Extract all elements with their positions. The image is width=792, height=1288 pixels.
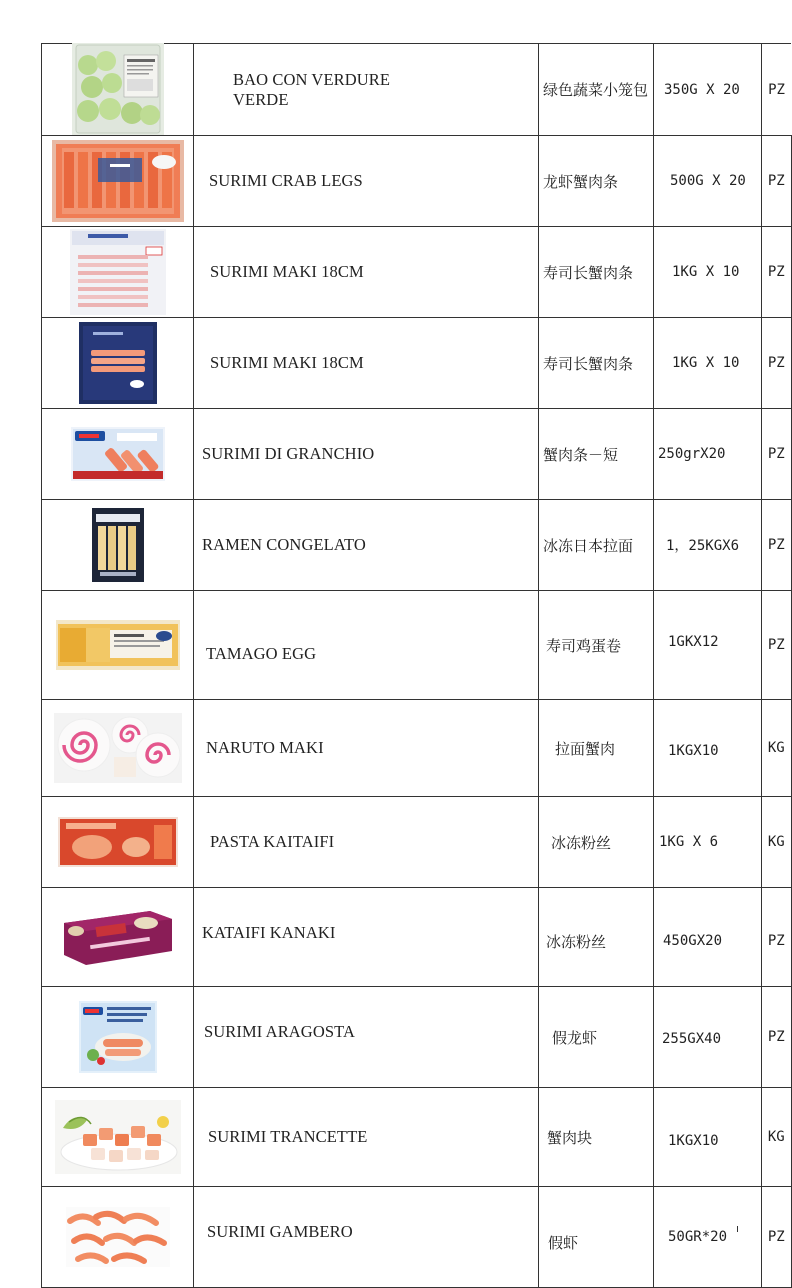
surimi-trancette-plate-photo [55,1100,181,1174]
table-row [42,409,792,500]
product-name: SURIMI MAKI 18CM [194,227,539,318]
surimi-sticks-box-photo [70,229,166,315]
product-image-cell [42,987,194,1088]
product-pack: 500G X 20 [654,136,762,227]
product-name-cn: 寿司鸡蛋卷 [539,591,654,700]
table-row [42,700,792,797]
surimi-maki-blue-pack-photo [79,322,157,404]
product-name: SURIMI GAMBERO [194,1187,539,1288]
product-unit: PZ [762,409,792,500]
table-border-tail [737,1226,738,1232]
product-unit: KG [762,797,792,888]
product-pack: 450GX20 [654,888,762,987]
product-unit: PZ [762,987,792,1088]
product-image-cell [42,44,194,136]
table-row [42,44,792,136]
table-row [42,888,792,987]
product-pack: 1KGX10 [654,1088,762,1187]
vici-aragosta-bag-photo [79,1001,157,1073]
table-row [42,797,792,888]
bao-bag-photo [72,43,164,135]
vici-surimi-pack-photo [71,427,165,481]
product-name: KATAIFI KANAKI [194,888,539,987]
product-image-cell [42,888,194,987]
surimi-shrimp-photo [66,1207,170,1267]
product-pack: 1KG X 10 [654,318,762,409]
product-name-cn: 假虾 [539,1187,654,1288]
product-unit: PZ [762,318,792,409]
product-unit: PZ [762,888,792,987]
product-name: BAO CON VERDURE VERDE [194,44,539,136]
pasta-kaitaifi-pack-photo [58,817,178,867]
product-pack: 1KGX10 [654,700,762,797]
product-name-cn: 冰冻日本拉面 [539,500,654,591]
product-image-cell [42,227,194,318]
product-name: NARUTO MAKI [194,700,539,797]
product-image-cell [42,1088,194,1187]
product-name: SURIMI ARAGOSTA [194,987,539,1088]
product-name-cn: 拉面蟹肉 [539,700,654,797]
product-image-cell [42,700,194,797]
product-name-cn: 寿司长蟹肉条 [539,318,654,409]
product-image-cell [42,797,194,888]
product-image-cell [42,318,194,409]
naruto-maki-slices-photo [54,713,182,783]
product-image-cell [42,591,194,700]
product-name: SURIMI CRAB LEGS [194,136,539,227]
product-name: SURIMI MAKI 18CM [194,318,539,409]
table-row [42,987,792,1088]
product-unit: PZ [762,591,792,700]
table-row [42,318,792,409]
product-name: RAMEN CONGELATO [194,500,539,591]
product-pack: 350G X 20 [654,44,762,136]
product-image-cell [42,500,194,591]
product-name: TAMAGO EGG [194,591,539,700]
table-row [42,1187,792,1288]
product-pack: 1KG X 10 [654,227,762,318]
table-row [42,1088,792,1187]
table-row [42,227,792,318]
table-row [42,591,792,700]
kanaki-kataifi-box-photo [62,905,174,969]
product-name-cn: 蟹肉条－短 [539,409,654,500]
product-image-cell [42,1187,194,1288]
product-pack: 50GR*20 [654,1187,762,1288]
product-unit: KG [762,700,792,797]
product-table [41,43,792,1288]
product-name-cn: 寿司长蟹肉条 [539,227,654,318]
product-image-cell [42,136,194,227]
product-pack: 1GKX12 [654,591,762,700]
product-pack: 1KG X 6 [654,797,762,888]
product-pack: 250grX20 [654,409,762,500]
product-unit: PZ [762,227,792,318]
product-unit: PZ [762,1187,792,1288]
product-pack: 255GX40 [654,987,762,1088]
product-unit: PZ [762,500,792,591]
tamago-egg-pack-photo [56,620,180,670]
product-name-cn: 龙虾蟹肉条 [539,136,654,227]
product-name-cn: 冰冻粉丝 [539,797,654,888]
product-name-cn: 假龙虾 [539,987,654,1088]
product-name: SURIMI DI GRANCHIO [194,409,539,500]
product-name-cn: 蟹肉块 [539,1088,654,1187]
table-row [42,500,792,591]
product-name-cn: 冰冻粉丝 [539,888,654,987]
product-name: SURIMI TRANCETTE [194,1088,539,1187]
table-row [42,136,792,227]
product-image-cell [42,409,194,500]
ramen-noodle-bag-photo [92,508,144,582]
product-unit: PZ [762,136,792,227]
surimi-crab-legs-pack-photo [52,140,184,222]
product-unit: PZ [762,44,792,136]
product-name-cn: 绿色蔬菜小笼包 [539,44,654,136]
product-pack: 1，25KGX6 [654,500,762,591]
product-unit: KG [762,1088,792,1187]
product-name: PASTA KAITAIFI [194,797,539,888]
